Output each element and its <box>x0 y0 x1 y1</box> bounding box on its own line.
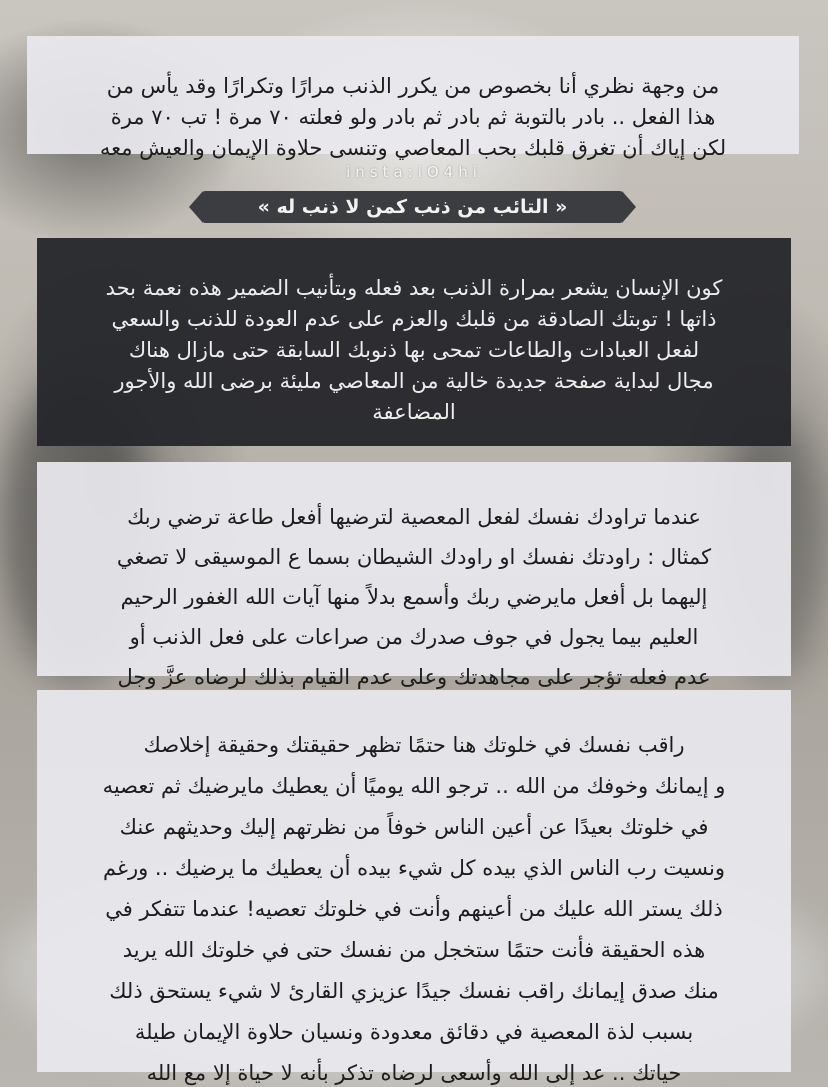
heading-banner: « التائب من ذنب كمن لا ذنب له » <box>203 191 622 223</box>
dark-paragraph-card <box>37 238 791 446</box>
dark-paragraph-text: كون الإنسان يشعر بمرارة الذنب بعد فعله وبتأنيب الضمير هذه نعمة بحد ذاتها ! توبتك الصادقة من قلبك والعزم على عدم العودة للذنب والسعي لفعل العبادات والطاعات تمحى بها ذنوبك السابقة حتى مازال هناك مجال لبداية صفحة جديدة خالية من المعاصي مليئة برضى الله والأجور المضاعفة <box>105 276 723 424</box>
instagram-handle: insta:iO4hi <box>346 163 482 181</box>
top-quote-card <box>27 36 799 160</box>
middle-paragraph-card <box>37 462 791 689</box>
top-quote-text: من وجهة نظري أنا بخصوص من يكرر الذنب مرارًا وتكرارًا وقد يأس من هذا الفعل .. بادر بالتوبة ثم بادر ثم بادر ولو فعلته ٧٠ مرة ! تب ٧٠ مرة لكن إياك أن تغرق قلبك بحب المعاصي وتنسى حلاوة الإيمان والعيش معه <box>99 74 727 160</box>
bottom-paragraph-card <box>37 690 791 1085</box>
middle-paragraph-text: عندما تراودك نفسك لفعل المعصية لترضيها أفعل طاعة ترضي ربك كمثال : راودتك نفسك او راودك الشيطان بسما ع الموسيقى لا تصغي إليهما بل أفعل مايرضي ربك وأسمع بدلاً منها آيات الله الغفور الرحيم العليم بيما يجول في جوف صدرك من صراعات على فعل الذنب أو عدم فعله تؤجر على مجاهدتك وعلى عدم القيام بذلك لرضاه عزَّ وجل <box>116 505 712 689</box>
bottom-paragraph-text: راقب نفسك في خلوتك هنا حتمًا تظهر حقيقتك وحقيقة إخلاصك و إيمانك وخوفك من الله .. ترجو الله يوميًا أن يعطيك مايرضيك ثم تعصيه في خلوتك بعيدًا عن أعين الناس خوفاً من نظرتهم إليك وحديثهم عنك ونسيت رب الناس الذي بيده كل شيء بيده أن يعطيك ما يرضيك .. ورغم ذلك يستر الله عليك من أعينهم وأنت في خلوتك تعصيه! عندما تتفكر في هذه الحقيقة فأنت حتمًا ستخجل من نفسك حتى في خلوتك الله يريد منك صدق إيمانك راقب نفسك جيدًا عزيزي القارئ لا شيء يستحق ذلك بسبب لذة المعصية في دقائق معدودة ونسيان حلاوة الإيمان طيلة حياتك .. عد إلى الله وأسعى لرضاه تذكر بأنه لا حياة إلا مع الله <box>102 733 726 1085</box>
